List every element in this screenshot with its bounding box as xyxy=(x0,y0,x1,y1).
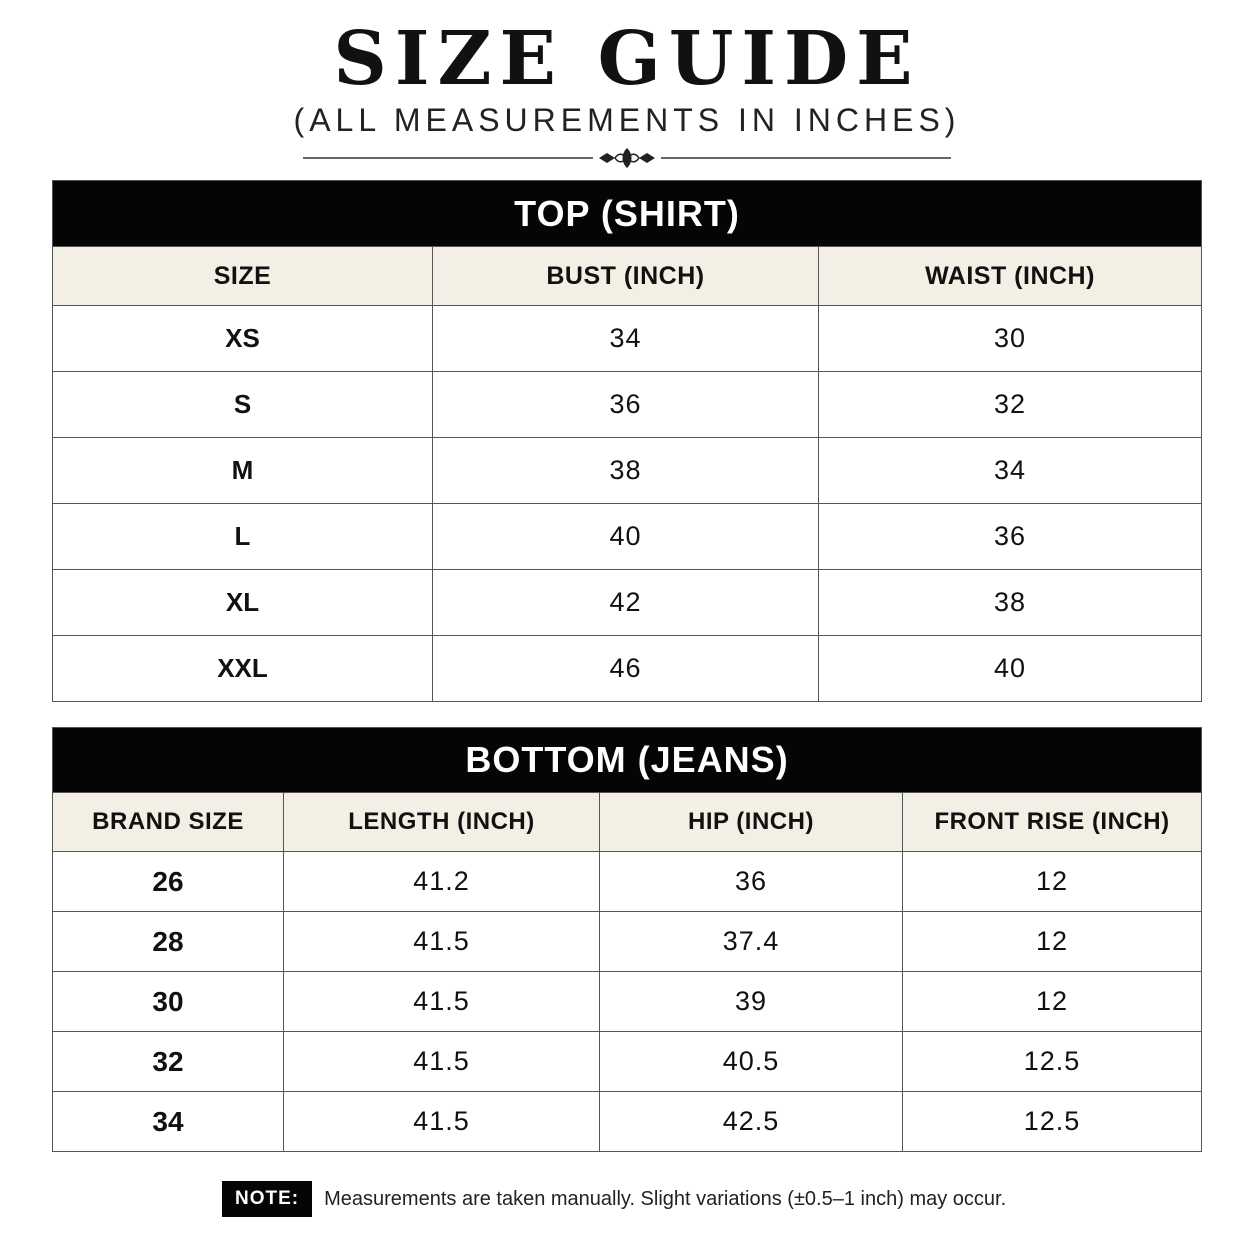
size-cell: XXL xyxy=(53,636,433,702)
ornament-divider-icon xyxy=(303,146,951,170)
waist-cell: 32 xyxy=(819,372,1202,438)
hip-cell: 36 xyxy=(600,852,903,912)
bottom-col-header-hip: HIP (INCH) xyxy=(600,793,903,852)
bust-cell: 42 xyxy=(433,570,819,636)
size-cell: M xyxy=(53,438,433,504)
bottom-col-header-length: LENGTH (INCH) xyxy=(284,793,600,852)
table-row xyxy=(53,972,1202,1032)
front-rise-cell: 12.5 xyxy=(903,1092,1202,1152)
brand-size-cell: 32 xyxy=(53,1032,284,1092)
page-subtitle: (ALL MEASUREMENTS IN INCHES) xyxy=(293,102,961,138)
size-cell: XS xyxy=(53,306,433,372)
waist-cell: 30 xyxy=(819,306,1202,372)
hip-cell: 37.4 xyxy=(600,912,903,972)
bust-cell: 34 xyxy=(433,306,819,372)
front-rise-cell: 12 xyxy=(903,912,1202,972)
page-title: SIZE GUIDE xyxy=(333,16,921,102)
bust-cell: 36 xyxy=(433,372,819,438)
length-cell: 41.5 xyxy=(284,912,600,972)
brand-size-cell: 34 xyxy=(53,1092,284,1152)
length-cell: 41.5 xyxy=(284,1092,600,1152)
bust-cell: 40 xyxy=(433,504,819,570)
waist-cell: 40 xyxy=(819,636,1202,702)
waist-cell: 34 xyxy=(819,438,1202,504)
note-footer xyxy=(222,1181,1006,1217)
bottom-col-header-front-rise: FRONT RISE (INCH) xyxy=(903,793,1202,852)
hip-cell: 40.5 xyxy=(600,1032,903,1092)
brand-size-cell: 30 xyxy=(53,972,284,1032)
length-cell: 41.5 xyxy=(284,972,600,1032)
table-row xyxy=(53,852,1202,912)
front-rise-cell: 12.5 xyxy=(903,1032,1202,1092)
top-col-header-bust: BUST (INCH) xyxy=(433,247,819,306)
hip-cell: 42.5 xyxy=(600,1092,903,1152)
brand-size-cell: 26 xyxy=(53,852,284,912)
length-cell: 41.2 xyxy=(284,852,600,912)
top-col-header-size: SIZE xyxy=(53,247,433,306)
waist-cell: 38 xyxy=(819,570,1202,636)
waist-cell: 36 xyxy=(819,504,1202,570)
table-row xyxy=(53,504,1202,570)
front-rise-cell: 12 xyxy=(903,972,1202,1032)
length-cell: 41.5 xyxy=(284,1032,600,1092)
bottom-col-header-brand-size: BRAND SIZE xyxy=(53,793,284,852)
top-col-header-waist: WAIST (INCH) xyxy=(819,247,1202,306)
table-row xyxy=(53,1032,1202,1092)
bottom-size-table xyxy=(52,727,1202,1152)
table-row xyxy=(53,636,1202,702)
brand-size-cell: 28 xyxy=(53,912,284,972)
note-label: NOTE: xyxy=(222,1181,312,1217)
size-cell: XL xyxy=(53,570,433,636)
table-row xyxy=(53,372,1202,438)
top-size-table xyxy=(52,180,1202,702)
table-row xyxy=(53,306,1202,372)
table-row xyxy=(53,912,1202,972)
bust-cell: 38 xyxy=(433,438,819,504)
hip-cell: 39 xyxy=(600,972,903,1032)
bottom-table-title: BOTTOM (JEANS) xyxy=(53,728,1202,793)
front-rise-cell: 12 xyxy=(903,852,1202,912)
bust-cell: 46 xyxy=(433,636,819,702)
note-text: Measurements are taken manually. Slight variations (±0.5–1 inch) may occur. xyxy=(324,1187,1007,1210)
size-cell: S xyxy=(53,372,433,438)
table-row xyxy=(53,438,1202,504)
table-row xyxy=(53,1092,1202,1152)
size-cell: L xyxy=(53,504,433,570)
table-row xyxy=(53,570,1202,636)
top-table-title: TOP (SHIRT) xyxy=(53,181,1202,247)
